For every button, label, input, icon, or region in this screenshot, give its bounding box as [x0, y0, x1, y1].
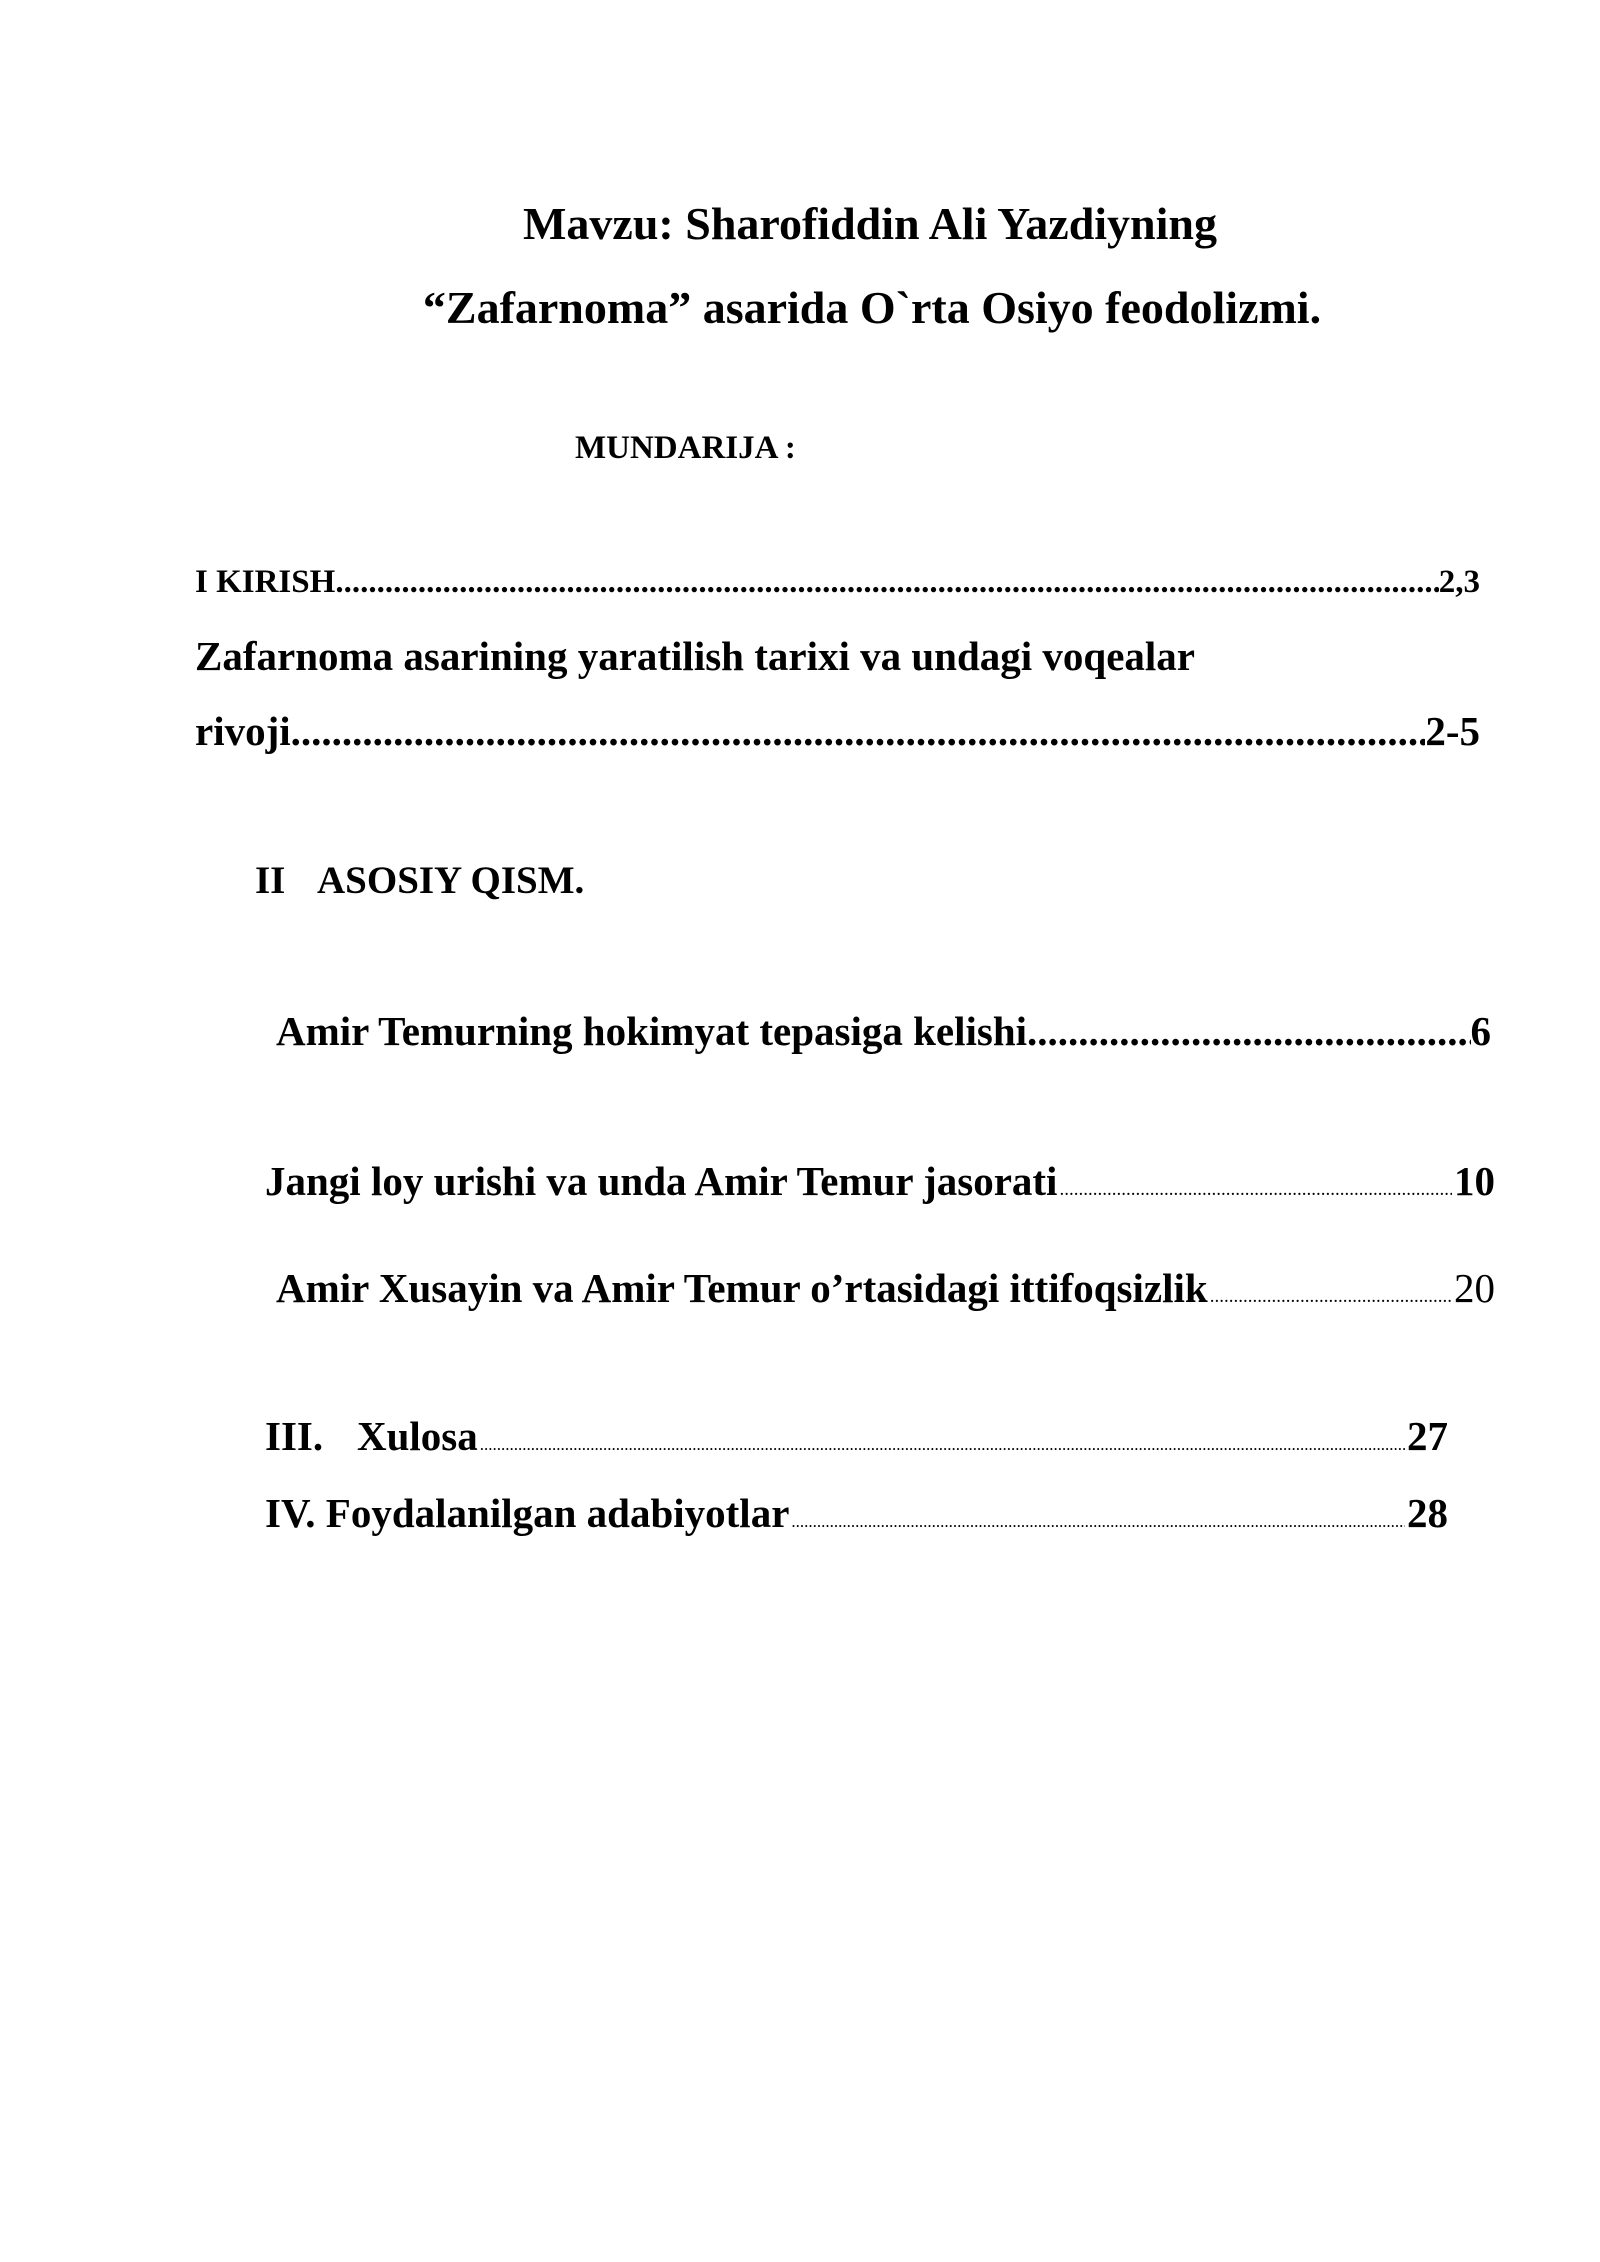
- toc-heading: MUNDARIJA :: [575, 430, 796, 466]
- dot-leader: [480, 1419, 1405, 1471]
- toc-page-number: 2-5: [1425, 708, 1480, 754]
- toc-entry-zafarnoma-line1: Zafarnoma asarining yaratilish tarixi va undagi voqealar: [195, 633, 1195, 679]
- toc-entry-amir-hokimyat: [276, 1005, 1491, 1057]
- section-number: III.: [265, 1413, 324, 1459]
- dot-leader: [791, 1496, 1405, 1548]
- title-line-1: Mavzu: Sharofiddin Ali Yazdiyning: [523, 198, 1217, 249]
- toc-entry-ittifoqsizlik: [276, 1262, 1495, 1323]
- toc-page-number: 2,3: [1438, 564, 1480, 600]
- toc-page-number: 6: [1470, 1008, 1491, 1054]
- dot-leader: [1027, 1005, 1470, 1057]
- toc-entry-adabiyotlar: [265, 1487, 1448, 1548]
- dot-leader: [1210, 1271, 1452, 1323]
- dot-leader: [1059, 1164, 1452, 1216]
- toc-page-number: 28: [1407, 1490, 1448, 1536]
- toc-entry-label: Amir Temurning hokimyat tepasiga kelishi: [276, 1008, 1028, 1054]
- section-number: II: [255, 859, 286, 902]
- toc-page-number: 20: [1454, 1265, 1495, 1311]
- section-heading-asosiy: [255, 856, 584, 906]
- toc-entry-jangi-loy: [265, 1155, 1495, 1216]
- toc-page-number: 10: [1454, 1158, 1495, 1204]
- toc-entry-label: I KIRISH: [195, 564, 336, 600]
- toc-entry-zafarnoma: [195, 705, 1480, 757]
- toc-entry-label: Jangi loy urishi va unda Amir Temur jasorati: [265, 1158, 1058, 1204]
- toc-entry-label: rivoji: [195, 708, 291, 754]
- toc-page-number: 27: [1407, 1413, 1448, 1459]
- dot-leader: [335, 562, 1438, 602]
- toc-entry-label: IV. Foydalanilgan adabiyotlar: [265, 1490, 790, 1536]
- section-label: ASOSIY QISM.: [317, 859, 585, 902]
- toc-entry-kirish: [195, 562, 1480, 602]
- toc-entry-xulosa: [265, 1410, 1448, 1471]
- title-line-2: “Zafarnoma” asarida O`rta Osiyo feodolizmi.: [422, 282, 1322, 333]
- toc-entry-label: [265, 1410, 478, 1462]
- section-label: Xulosa: [357, 1413, 478, 1459]
- toc-entry-label: Amir Xusayin va Amir Temur o’rtasidagi ittifoqsizlik: [276, 1265, 1208, 1311]
- dot-leader: [291, 705, 1426, 757]
